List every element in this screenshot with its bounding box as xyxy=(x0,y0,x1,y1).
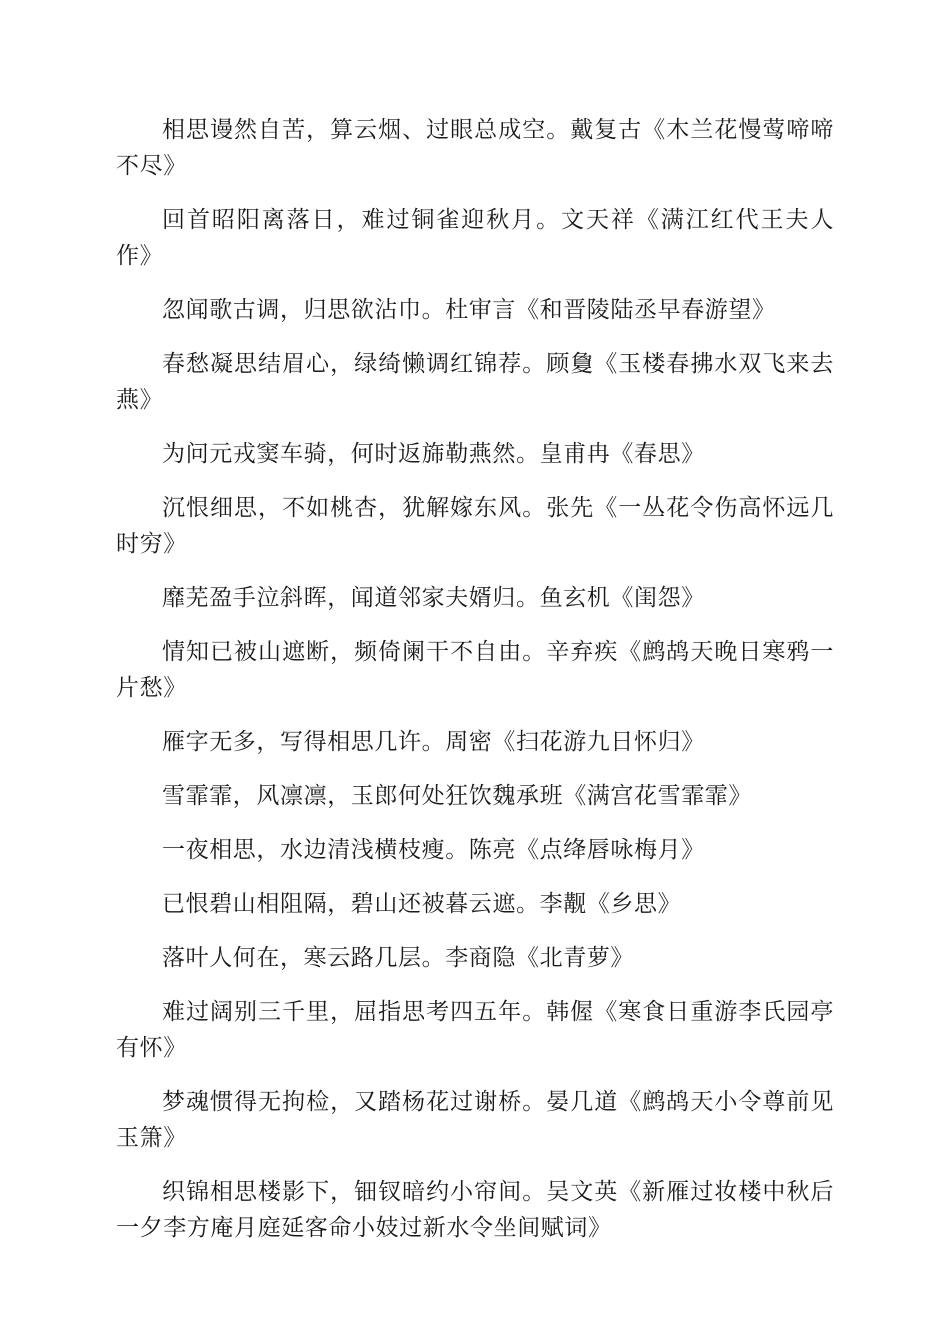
poem-line-7: 靡芜盈手泣斜晖，闻道邻家夫婿归。鱼玄机《闺怨》 xyxy=(162,585,705,611)
poem-line-13: 落叶人何在，寒云路几层。李商隐《北青萝》 xyxy=(162,945,634,971)
poem-line-12: 已恨碧山相阻隔，碧山还被暮云遮。李觏《乡思》 xyxy=(162,891,682,917)
poem-line-9: 雁字无多，写得相思几许。周密《扫花游九日怀归》 xyxy=(162,729,705,755)
poem-line-5: 为问元戎窦车骑，何时返旆勒燕然。皇甫冉《春思》 xyxy=(162,441,705,467)
poem-line-8: 情知已被山遮断，频倚阑干不自由。辛弃疾《鹧鸪天晚日寒鸦一片愁》 xyxy=(116,639,834,701)
poem-line-11: 一夜相思，水边清浅横枝瘦。陈亮《点绛唇咏梅月》 xyxy=(162,837,705,863)
poem-line-2: 回首昭阳离落日，难过铜雀迎秋月。文天祥《满江红代王夫人作》 xyxy=(116,207,834,269)
poem-line-6: 沉恨细思，不如桃杏，犹解嫁东风。张先《一丛花令伤高怀远几时穷》 xyxy=(116,495,834,557)
poem-line-10: 雪霏霏，风凛凛，玉郎何处狂饮魏承班《满宫花雪霏霏》 xyxy=(162,783,752,809)
document-body xyxy=(116,112,834,1246)
poem-line-14: 难过阔别三千里，屈指思考四五年。韩偓《寒食日重游李氏园亭有怀》 xyxy=(116,999,834,1061)
poem-line-4: 春愁凝思结眉心，绿绮懒调红锦荐。顾敻《玉楼春拂水双飞来去燕》 xyxy=(116,351,834,413)
poem-line-1: 相思谩然自苦，算云烟、过眼总成空。戴复古《木兰花慢莺啼啼不尽》 xyxy=(116,117,834,179)
poem-line-15: 梦魂惯得无拘检，又踏杨花过谢桥。晏几道《鹧鸪天小令尊前见玉箫》 xyxy=(116,1089,834,1151)
poem-line-16: 织锦相思楼影下，钿钗暗约小帘间。吴文英《新雁过妆楼中秋后一夕李方庵月庭延客命小妓过新水令坐间赋词》 xyxy=(116,1179,834,1241)
poem-line-3: 忽闻歌古调，归思欲沾巾。杜审言《和晋陵陆丞早春游望》 xyxy=(162,297,776,323)
